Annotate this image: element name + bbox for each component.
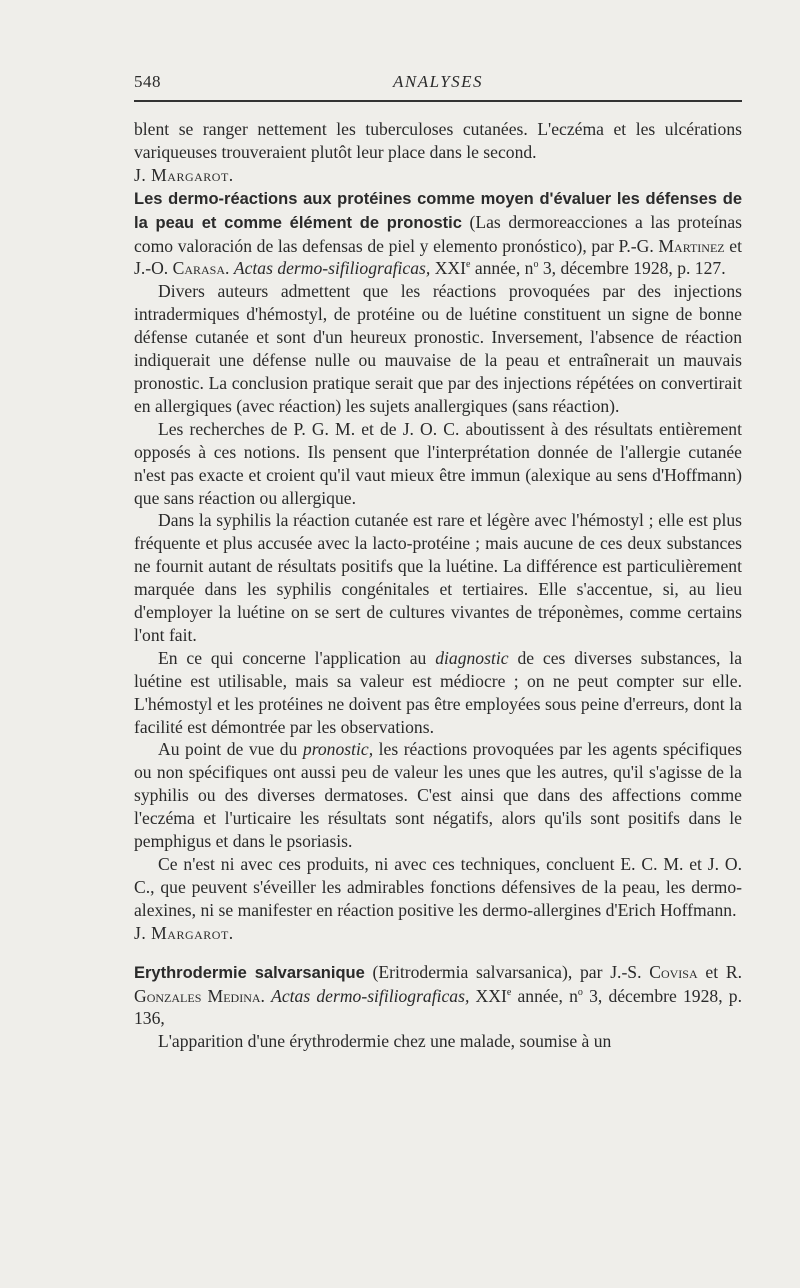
- article-1-spanish-title: (Las dermoreacciones a las proteínas como valoración de las defensas de piel y elemento pronóstico), par: [134, 211, 742, 256]
- p4-text-b: de ces diverses substances, la luétine est utilisable, mais sa valeur est médiocre ; on ne peut compter sur elle. L'hémostyl et les protéines ne doivent pas être employées sous peine d'erreurs, dont la facilité est démontrée par les observations.: [134, 647, 743, 737]
- article-2-num-sup: o: [577, 986, 583, 998]
- page-number: 548: [134, 72, 161, 91]
- article-2-volume-a: XXI: [475, 985, 507, 1006]
- p5-text-b: les réactions provoquées par les agents spécifiques ou non spécifiques ont aussi peu de valeur les unes que les autres, qu'il s'agisse de la syphilis ou des diverses dermatoses. C'est ainsi que dans des affections comme l'eczéma et l'urticaire les résultats sont négatifs, alors qu'ils sont positifs dans le pemphigus et dans le psoriasis.: [134, 739, 743, 852]
- article-2-first-line: L'apparition d'une érythrodermie chez une malade, soumise à un: [158, 1031, 612, 1052]
- p4-italic: diagnostic: [435, 647, 509, 668]
- p5-italic: pronostic,: [302, 739, 374, 760]
- article-2-spanish-title: (Eritrodermia salvarsanica), par: [372, 961, 603, 982]
- article-2-heading: [134, 961, 742, 1031]
- article-1-journal: Actas dermo-sifiliograficas,: [233, 258, 431, 279]
- header-rule: [134, 100, 742, 102]
- article-gap: [134, 945, 742, 961]
- article-1-paragraph-2: Les recherches de P. G. M. et de J. O. C. aboutissent à des résultats entièrement opposés à ces notions. Ils pensent que l'interprétation donnée de l'allergie cutanée n'est pas exacte et croient qu'il vaut mieux être immun (alexique au sens d'Hoffmann) que sans réaction ou allergique.: [134, 418, 742, 508]
- article-2-author-2: R. Gonzales Medina.: [134, 961, 742, 1006]
- running-head: ANALYSES: [392, 72, 484, 91]
- article-2-title: Erythrodermie salvarsanique: [134, 963, 365, 982]
- article-1-author-2: J.-O. Carasa.: [134, 258, 230, 279]
- article-1-paragraph-1: Divers auteurs admettent que les réactions provoquées par des injections intradermiques d'hémostyl, de protéine ou de luétine constituent un signe de bonne défense cutanée et sont d'un heureux pronostic. Inversement, l'absence de réaction indiquerait une défense nulle ou mauvaise de la peau et entraînerait un mauvais pronostic. La conclusion pratique serait que par des injections répétées on convertirait en allergiques (avec réaction) les sujets anallergiques (sans réaction).: [134, 281, 742, 416]
- article-1-and: et: [729, 235, 742, 256]
- page-body: [134, 118, 742, 1053]
- article-2-volume-c: 3, décembre 1928, p. 136,: [134, 985, 742, 1029]
- article-1-num-sup: o: [533, 259, 539, 271]
- article-2-and: et: [705, 961, 719, 982]
- previous-article-signature: J. Margarot.: [134, 164, 234, 185]
- article-2-volume-b: année, n: [517, 985, 578, 1006]
- article-1-paragraph-3: Dans la syphilis la réaction cutanée est rare et légère avec l'hémostyl ; elle est plus fréquente et plus accusée avec la lacto-protéine ; mais aucune de ces deux substances ne fournit autant de résultats positifs que la luétine. La différence est particulièrement marquée dans les syphilis congénitales et tertiaires. Elle s'accentue, si, au lieu d'employer la luétine on se sert de cultures vivantes de tréponèmes, comme certains l'ont fait.: [134, 510, 742, 645]
- article-1-paragraph-5: [134, 738, 742, 853]
- p5-text-a: Au point de vue du: [158, 739, 298, 760]
- article-1-title: Les dermo-réactions aux protéines comme moyen d'évaluer les défenses de la peau et comme élément de pronostic: [134, 189, 742, 232]
- page-header: [134, 72, 742, 96]
- article-2-volume-sup: e: [506, 986, 512, 998]
- article-1-volume-a: XXI: [434, 258, 466, 279]
- article-1-volume-sup: e: [465, 259, 471, 271]
- article-1-volume-b: année, n: [474, 258, 534, 279]
- article-1-author-1: P.-G. Martinez: [618, 235, 725, 256]
- article-1-signature: J. Margarot.: [134, 922, 234, 943]
- article-1-paragraph-6: Ce n'est ni avec ces produits, ni avec ces techniques, concluent E. C. M. et J. O. C., que peuvent s'éveiller les admirables fonctions défensives de la peau, les dermo-alexines, ni se manifester en réaction positive les dermo-allergines d'Erich Hoffmann.: [134, 854, 742, 920]
- previous-article-end: blent se ranger nettement les tuberculoses cutanées. L'eczéma et les ulcérations variqueuses trouveraient plutôt leur place dans le second.: [134, 119, 742, 162]
- p4-text-a: En ce qui concerne l'application au: [158, 647, 427, 668]
- article-2-journal: Actas dermo-sifiliograficas,: [271, 985, 470, 1006]
- article-1-paragraph-4: [134, 647, 742, 739]
- article-1-heading: [134, 187, 742, 281]
- article-1-volume-c: 3, décembre 1928, p. 127.: [542, 258, 726, 279]
- article-2-author-1: J.-S. Covisa: [610, 961, 698, 982]
